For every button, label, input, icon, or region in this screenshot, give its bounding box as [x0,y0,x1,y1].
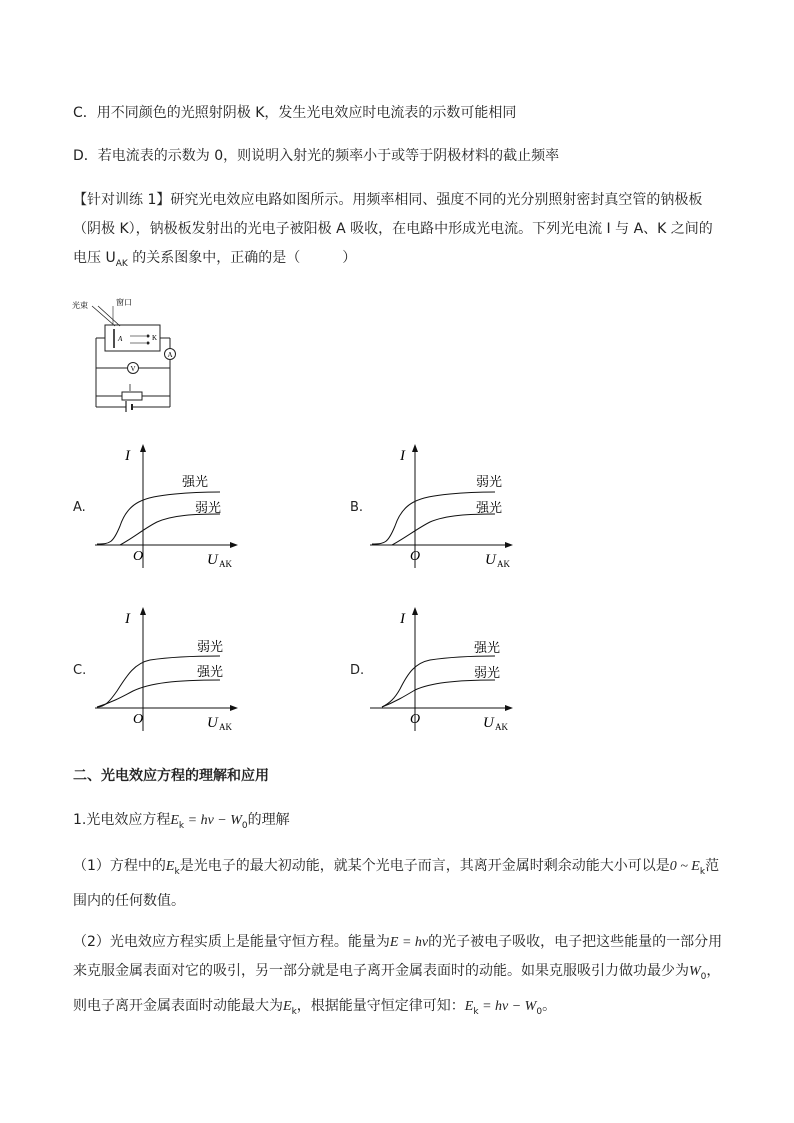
ek-sub-2: k [699,866,706,877]
origin-label: O [133,549,144,564]
p1-range: 0 ~ [669,859,692,874]
training-question [73,186,723,279]
p2-eq3: = hν − [478,998,525,1014]
cathode-label: K [152,334,158,342]
graph-d [370,603,530,733]
item1-pre: 1.光电效应方程 [73,812,171,828]
p2-d: ，根据能量守恒定律可知： [296,997,465,1014]
ek-sub: k [174,866,180,877]
option-d-label: D. [350,663,365,678]
x-axis-sub: AK [497,559,510,569]
top-curve-label: 强光 [182,475,209,490]
ek-symbol-3: E [283,998,292,1014]
y-axis-label: I [125,611,130,627]
w-symbol-2: W [524,998,537,1014]
training-text: 【针对训练 1】研究光电效应电路如图所示。用频率相同、强度不同的光分别照射密封真空管的钠极板（阴极 K），钠极板发射出的光电子被阳极 A 吸收，在电路中形成光电流。下列光电流 I 与 A、K 之间的电压 U [73,192,713,266]
ek-symbol-2: E [691,859,700,874]
voltmeter-label: V [130,365,136,373]
y-axis-label: I [400,611,405,627]
w-sub: 0 [700,971,707,982]
item1-eq: E [170,813,179,828]
p2-e: 。 [542,997,557,1014]
p2-b: 的光子被电子吸收，电子把这些能量的一部分用来克服金属表面对它的吸引，另一部分就是电子离开金属表面时的动能。如果克服吸引力做功最少为 [73,934,723,979]
x-axis-sub: AK [219,559,232,569]
top-curve-label: 弱光 [476,475,503,490]
ammeter-label: A [167,351,173,359]
item1-sub: k [178,820,185,831]
x-axis-label: U [485,552,496,568]
ek-symbol-4: E [464,998,474,1014]
training-sub: AK [115,258,128,269]
x-axis-sub: AK [495,722,508,732]
ek-symbol: E [165,859,175,874]
w-sub-2: 0 [536,1006,543,1017]
x-axis-sub: AK [219,722,232,732]
item-1 [73,810,290,836]
window-label: 窗口 [116,298,132,307]
graph-b [370,440,530,570]
paragraph-2 [73,928,723,1027]
p1-b: 是光电子的最大初动能，就某个光电子而言，其离开金属时剩余动能大小可以是 [179,858,670,874]
paragraph-1 [73,852,723,916]
p2-eq1: E = hν [389,935,429,950]
option-c-label: C. [73,663,87,678]
origin-label: O [410,712,421,727]
top-curve-label: 强光 [474,641,501,656]
x-axis-label: U [207,715,218,731]
section-2-title: 二、光电效应方程的理解和应用 [73,768,269,784]
p2-c: ，则电子离开金属表面时动能最大为 [73,963,721,1014]
p1-a: （1）方程中的 [73,858,166,874]
origin-label: O [410,549,421,564]
bottom-curve-label: 强光 [197,665,224,680]
p1-d: 范围内的任何数值。 [73,858,720,909]
w-symbol: W [689,964,701,979]
bottom-curve-label: 弱光 [474,666,501,681]
top-curve-label: 弱光 [197,640,224,655]
p2-a: （2）光电效应方程实质上是能量守恒方程。能量为 [73,934,390,950]
y-axis-label: I [400,448,405,464]
ek-sub-3: k [291,1006,297,1017]
x-axis-label: U [207,552,218,568]
ek-sub-4: k [473,1006,479,1017]
option-d: D．若电流表的示数为 0，则说明入射光的频率小于或等于阴极材料的截止频率 [73,148,560,164]
training-tail: 的关系图象中，正确的是（ ） [127,250,357,266]
x-axis-label: U [483,715,494,731]
graph-c [95,603,255,733]
option-c: C．用不同颜色的光照射阴极 K，发生光电效应时电流表的示数可能相同 [73,105,517,121]
light-label: 光束 [72,301,88,310]
graph-a [95,440,255,570]
circuit-diagram [70,294,185,412]
item1-eq2: = hν − W [184,813,242,828]
option-a-label: A. [73,500,86,515]
bottom-curve-label: 弱光 [195,501,222,516]
origin-label: O [133,712,144,727]
bottom-curve-label: 强光 [476,501,503,516]
item1-sub2: 0 [241,820,248,831]
option-b-label: B. [350,500,364,515]
anode-label: A [118,335,123,343]
y-axis-label: I [125,448,130,464]
item1-post: 的理解 [247,812,290,828]
